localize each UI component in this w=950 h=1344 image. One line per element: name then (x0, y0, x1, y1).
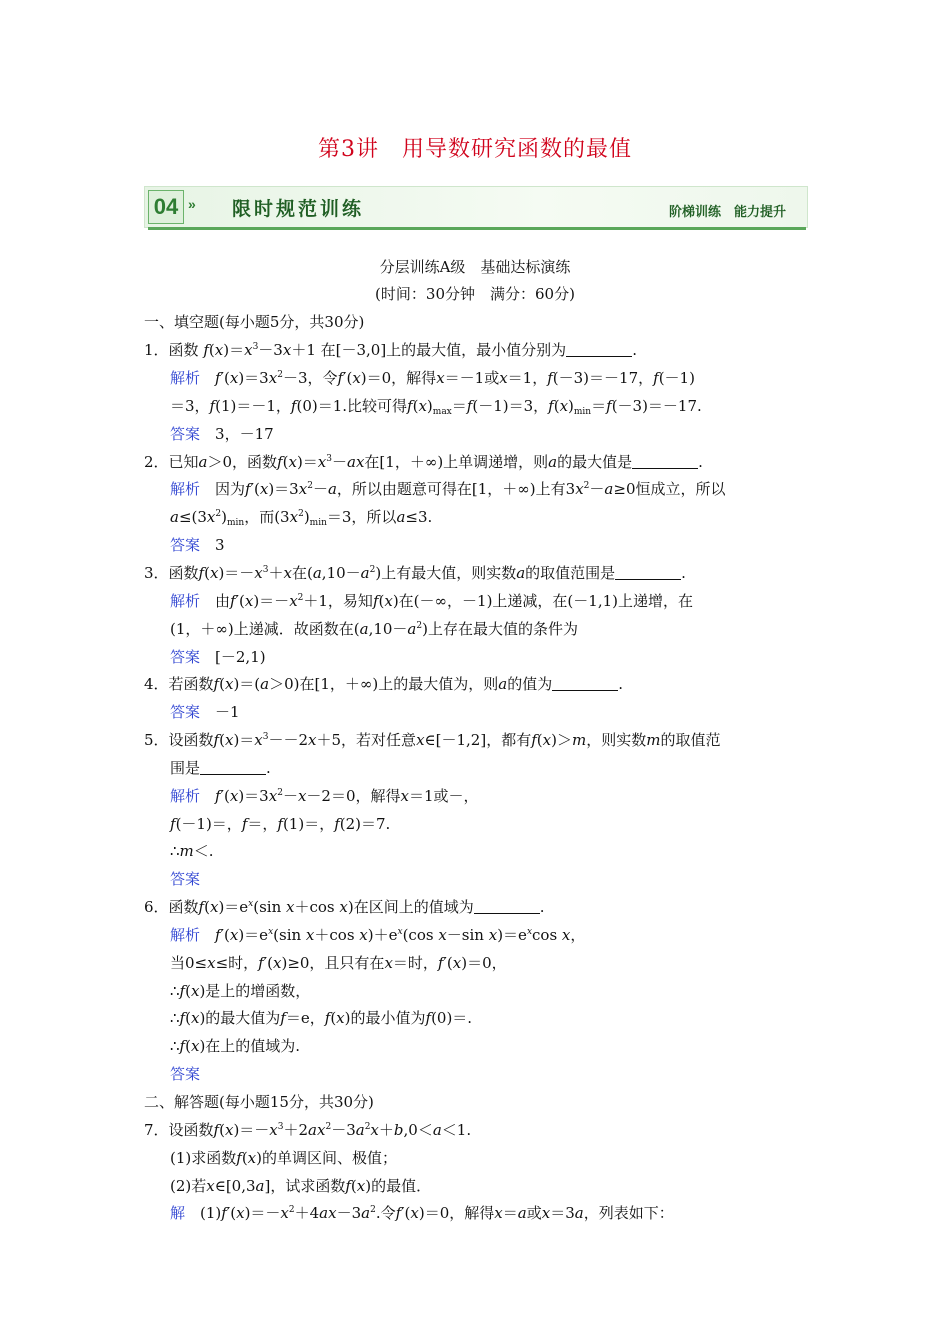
question-3: 3．函数$f(x)=-x^3+x$在$(a,10-a^2)$上有最大值，则实数a的取值范围是 . (144, 564, 686, 582)
analysis-1: 解析 $f'(x)=3x^2-3$，令f′(x)＝0，解得x＝－1或x＝1，f(－3)＝－17，f(－1) (170, 369, 695, 387)
banner-rule (148, 227, 806, 230)
section-banner (144, 186, 806, 230)
analysis-5-cont: f(－1)＝，f＝，f(1)＝，f(2)＝7. (170, 815, 391, 833)
analysis-2-cont: $a\le(3x^2)_{min}$，而$(3x^2)_{min}=3$，所以a≤3. (170, 508, 433, 528)
analysis-1-cont: ＝3，f(1)＝－1，f(0)＝1.比较可得$f(x)_{max}=f(-1)=3$，$f(x)_{min}=f(-3)=-17$. (170, 397, 702, 417)
analysis-3-cont: (1，＋∞)上递减．故函数在$(a,10-a^2)$上存在最大值的条件为 (170, 620, 578, 638)
analysis-6-line4: ∴f(x)的最大值为f＝e，f(x)的最小值为f(0)＝. (170, 1009, 473, 1027)
chevron-icon: » (188, 196, 196, 212)
analysis-tag: 解析 (170, 926, 201, 944)
page-title: 第3讲 用导数研究函数的最值 (318, 137, 632, 162)
analysis-3: 解析 由$f'(x)=-x^2+1$，易知f(x)在(－∞，－1)上递减，在(－1,1)上递增，在 (170, 592, 693, 610)
answer-value: －1 (215, 703, 240, 721)
solution-7: 解 $(1)f'(x)=-x^2+4ax-3a^2$.令f′(x)＝0，解得x＝a或x＝3a，列表如下： (170, 1204, 674, 1222)
analysis-6: 解析 $f'(x)=e^x(\sin$ x＋cos $x)+e^x(\cos$ x－sin $x)=e^x\cos$ x， (170, 926, 586, 944)
answer-blank (474, 899, 540, 914)
question-5: 5．设函数$f(x)=x^3--2x+5$，若对任意x∈[－1,2]，都有f(x)＞m，则实数m的取值范 (144, 731, 721, 749)
answer-3 (170, 646, 266, 667)
question-text: 在[－3,0]上的最大值，最小值分别为 (320, 341, 567, 359)
answer-value: 3 (215, 536, 225, 554)
analysis-tag: 解析 (170, 369, 201, 387)
question-5-cont: 围是 . (170, 759, 271, 777)
answer-value: [－2,1) (215, 648, 266, 666)
answer-tag: 答案 (170, 703, 201, 721)
question-7: 7．设函数$f(x)=-x^3+2ax^2-3a^2x+b,0<a<1$. (144, 1121, 472, 1139)
analysis-tag: 解析 (170, 592, 201, 610)
analysis-6-line5: ∴f(x)在上的值域为. (170, 1037, 301, 1055)
question-6: 6．函数$f(x)=e^x(\sin$ x＋cos x)在区间上的值域为 . (144, 898, 545, 916)
answer-blank (552, 676, 618, 691)
banner-label: 限时规范训练 (232, 199, 365, 220)
banner-right-label: 阶梯训练 能力提升 (668, 204, 786, 219)
answer-2 (170, 534, 225, 555)
answer-tag: 答案 (170, 536, 201, 554)
answer-tag: 答案 (170, 870, 201, 888)
analysis-5-conclusion: ∴m＜. (170, 842, 214, 860)
solution-tag: 解 (170, 1204, 186, 1222)
question-7-part1: (1)求函数f(x)的单调区间、极值； (170, 1149, 397, 1167)
answer-4 (170, 701, 240, 722)
answer-tag: 答案 (170, 648, 201, 666)
level-title: 分层训练A级 基础达标演练 (379, 258, 571, 276)
section-heading: 二、解答题(每小题15分，共30分) (144, 1093, 374, 1111)
question-4: 4．若函数f(x)＝(a＞0)在[1，＋∞)上的最大值为，则a的值为 . (144, 675, 623, 693)
analysis-5: 解析 $f'(x)=3x^2-x-2=0$，解得x＝1或－， (170, 787, 479, 805)
analysis-tag: 解析 (170, 480, 201, 498)
analysis-2: 解析 因为$f'(x)=3x^2-a$，所以由题意可得在[1，＋∞)上有$3x^2-a\ge 0$恒成立，所以 (170, 480, 726, 498)
question-7-part2: (2)若x∈[0,3a]，试求函数f(x)的最值． (170, 1177, 432, 1195)
section-heading: 一、填空题(每小题5分，共30分) (144, 313, 365, 331)
answer-blank (566, 342, 632, 357)
answer-blank (615, 565, 681, 580)
answer-value: 3，－17 (215, 425, 274, 443)
answer-1 (170, 423, 274, 444)
answer-tag: 答案 (170, 425, 201, 443)
analysis-6-line3: ∴f(x)是上的增函数， (170, 982, 311, 1000)
answer-blank (200, 760, 266, 775)
answer-6 (170, 1063, 200, 1084)
banner-number: 04 (148, 190, 184, 224)
question-2: 2．已知a＞0，函数$f(x)=x^3-ax$在[1，＋∞)上单调递增，则a的最大值是 . (144, 453, 703, 471)
question-1: 1．函数 $f(x)=x^3-3x+1$ 在[－3,0]上的最大值，最小值分别为 . (144, 341, 637, 359)
question-number: 1． (144, 341, 169, 359)
question-text: 函数 (168, 341, 199, 359)
analysis-tag: 解析 (170, 787, 201, 805)
answer-blank (632, 454, 698, 469)
time-info: (时间：30分钟 满分：60分) (375, 285, 575, 303)
answer-5 (170, 868, 200, 889)
answer-tag: 答案 (170, 1065, 201, 1083)
analysis-6-line2: 当0≤x≤时，f′(x)≥0，且只有在x＝时，f′(x)＝0， (170, 954, 507, 972)
